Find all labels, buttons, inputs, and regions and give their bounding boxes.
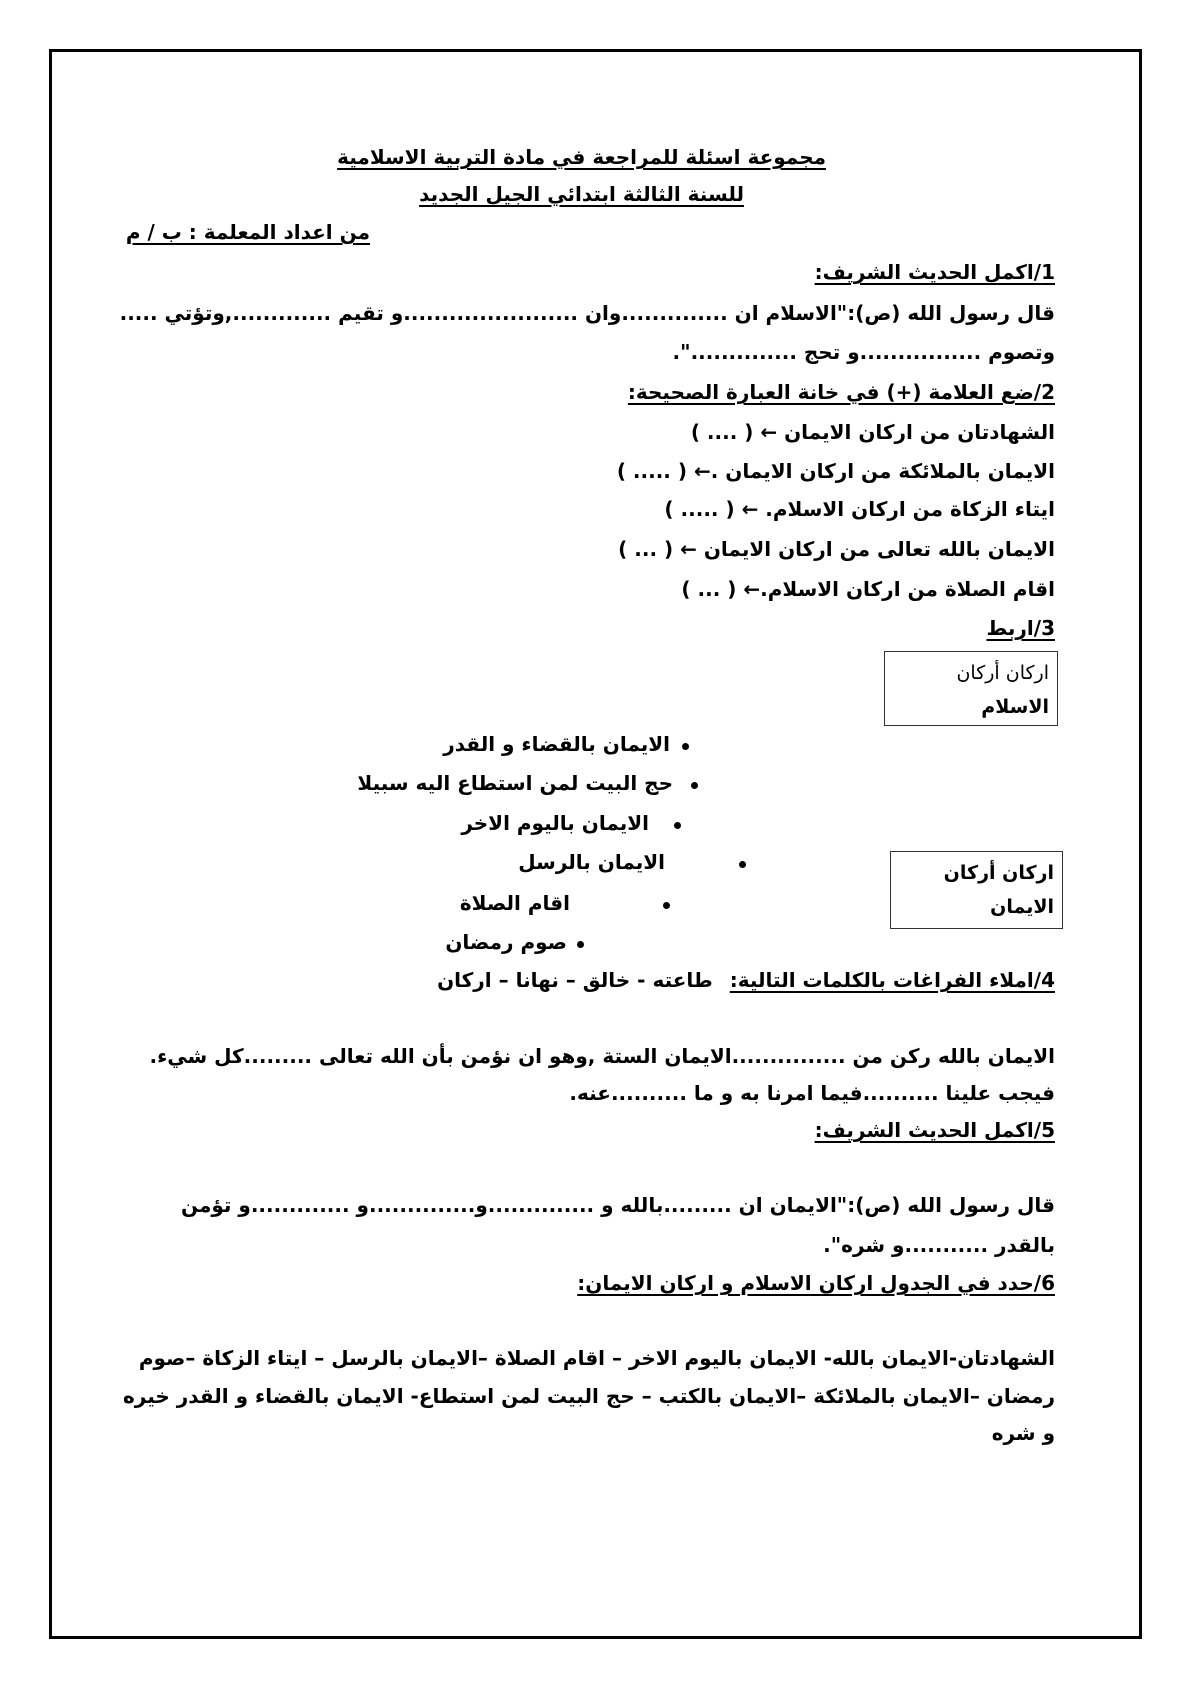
match-bullet-1: [682, 743, 689, 750]
title-line-1: مجموعة اسئلة للمراجعة في مادة التربية الاسلامية: [337, 145, 826, 169]
title-line-2: للسنة الثالثة ابتدائي الجيل الجديد: [419, 182, 744, 206]
match-item-3: الايمان باليوم الاخر: [461, 811, 649, 835]
arkan-iman-box: [890, 851, 1063, 929]
q1-line-1: قال رسول الله (ص):"الاسلام ان ..............وان .......................و تقيم .............,وتؤتي .....: [119, 301, 1055, 325]
q6-heading: 6/حدد في الجدول اركان الاسلام و اركان الايمان:: [577, 1271, 1055, 1295]
match-item-6: صوم رمضان: [445, 930, 567, 954]
arkan-islam-box-line-2: الاسلام: [981, 696, 1049, 718]
q5-line-2: بالقدر ...........و شره".: [823, 1233, 1055, 1257]
match-bullet-6: [577, 941, 584, 948]
q4-word-bank: طاعته - خالق – نهانا – اركان: [437, 968, 713, 992]
q5-heading: 5/اكمل الحديث الشريف:: [814, 1118, 1055, 1142]
match-bullet-2: [691, 782, 698, 789]
match-bullet-3: [674, 822, 681, 829]
match-item-5: اقام الصلاة: [459, 891, 570, 915]
q2-heading: 2/ضع العلامة (+) في خانة العبارة الصحيحة:: [627, 380, 1055, 404]
q1-line-2: وتصوم ................و تحج ..............".: [672, 340, 1055, 364]
q4-heading: 4/املاء الفراغات بالكلمات التالية:: [729, 968, 1055, 992]
q1-heading: 1/اكمل الحديث الشريف:: [814, 260, 1055, 284]
q6-line-1: الشهادتان-الايمان بالله- الايمان باليوم الاخر – اقام الصلاة –الايمان بالرسل – ايتاء الزكاة –صوم: [138, 1346, 1055, 1370]
q3-heading: 3/اربط: [986, 616, 1055, 640]
q2-item-2: الايمان بالملائكة من اركان الايمان .← ( ..... ): [616, 459, 1055, 483]
q4-line-2: فيجب علينا ..........فيما امرنا به و ما ..........عنه.: [569, 1081, 1055, 1105]
q6-line-2: رمضان –الايمان بالملائكة –الايمان بالكتب – حج البيت لمن استطاع- الايمان بالقضاء و القدر خيره: [123, 1384, 1055, 1408]
author-line: من اعداد المعلمة : ب / م: [125, 220, 370, 244]
q6-line-3: و شره: [991, 1421, 1055, 1445]
q4-line-1: الايمان بالله ركن من ...............الايمان الستة ,وهو ان نؤمن بأن الله تعالى .........كل شيء.: [149, 1044, 1055, 1068]
arkan-islam-box: [884, 651, 1058, 726]
match-item-1: الايمان بالقضاء و القدر: [443, 732, 670, 756]
match-bullet-5: [663, 902, 670, 909]
arkan-iman-box-line-1: اركان أركان: [943, 862, 1054, 884]
q2-item-3: ايتاء الزكاة من اركان الاسلام. ← ( ..... ): [664, 497, 1055, 521]
q4-heading-row: [437, 968, 1055, 992]
match-bullet-4: [739, 861, 746, 868]
arkan-islam-box-line-1: اركان أركان: [956, 662, 1049, 684]
q2-item-1: الشهادتان من اركان الايمان ← ( .... ): [690, 420, 1055, 444]
q2-item-5: اقام الصلاة من اركان الاسلام.← ( ... ): [681, 577, 1055, 601]
q2-item-4: الايمان بالله تعالى من اركان الايمان ← ( ... ): [618, 537, 1055, 561]
match-item-4: الايمان بالرسل: [518, 850, 665, 874]
q5-line-1: قال رسول الله (ص):"الايمان ان .........بالله و ..............و..............و .............و تؤمن: [181, 1193, 1055, 1217]
match-item-2: حج البيت لمن استطاع اليه سبيلا: [357, 771, 673, 795]
arkan-iman-box-line-2: الايمان: [990, 896, 1054, 918]
